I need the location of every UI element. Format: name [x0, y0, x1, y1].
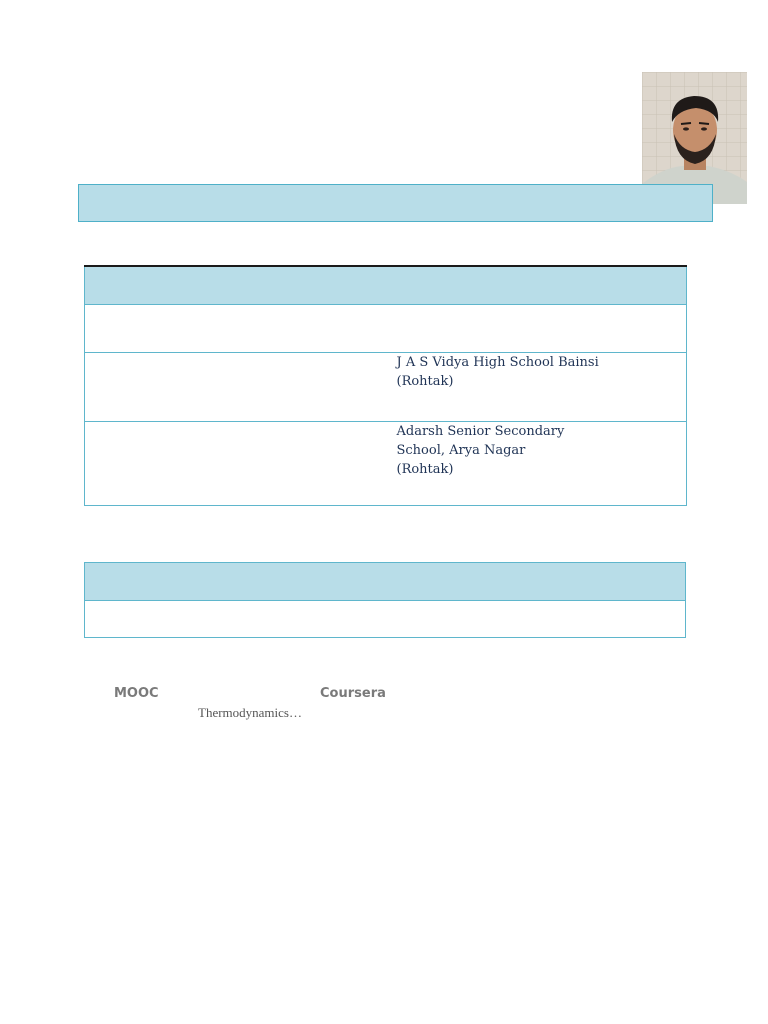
mooc-provider: Coursera [320, 686, 386, 701]
table-row [85, 352, 687, 421]
school-location-line: (Rohtak) [396, 461, 454, 477]
table-cell [85, 601, 686, 638]
education-table [84, 265, 687, 506]
table-cell [85, 421, 386, 505]
education-table-header [85, 266, 687, 304]
table-row [85, 601, 686, 638]
table-row [85, 421, 687, 505]
school-name-line: J A S Vidya High School Bainsi [396, 354, 599, 370]
mooc-label: MOOC [114, 686, 159, 701]
table-cell [85, 304, 386, 352]
certification-table [84, 562, 686, 638]
table-cell [85, 352, 386, 421]
section-banner [78, 184, 713, 222]
certification-table-header [85, 563, 686, 601]
school-location-line: (Rohtak) [396, 373, 454, 389]
school-name-line: School, Arya Nagar [396, 442, 526, 458]
school-name-line: Adarsh Senior Secondary [396, 423, 565, 439]
school-cell [386, 352, 687, 421]
school-cell [386, 421, 687, 505]
table-cell [386, 304, 687, 352]
table-row [85, 304, 687, 352]
mooc-course: Thermodynamics… [198, 705, 302, 720]
